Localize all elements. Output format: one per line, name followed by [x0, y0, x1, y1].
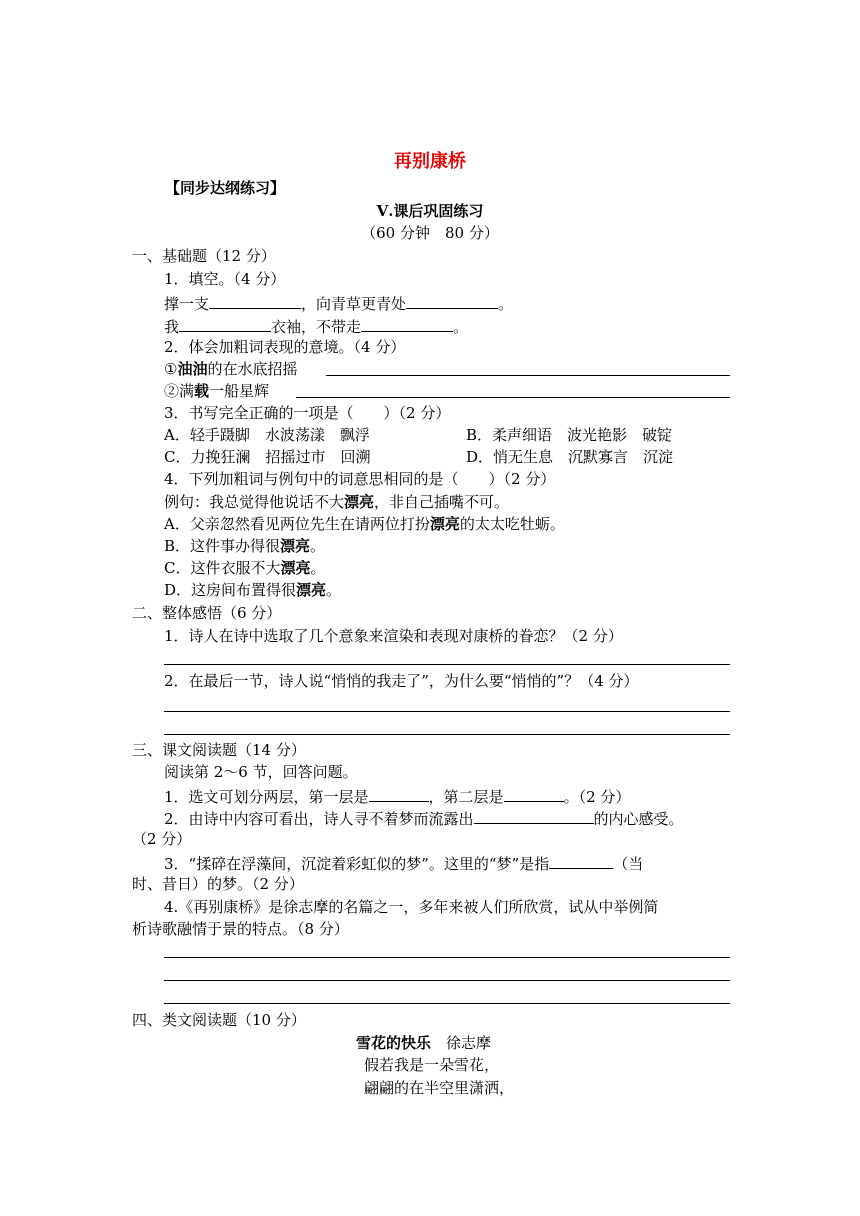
answer-blank[interactable]	[209, 292, 301, 309]
part3-heading: 三、课文阅读题（14 分）	[132, 741, 306, 759]
part2-q2: 2．在最后一节，诗人说“悄悄的我走了”，为什么要“悄悄的”？（4 分）	[164, 672, 639, 690]
part3-q4: 4.《再别康桥》是徐志摩的名篇之一，多年来被人们所欣赏，试从中举例简	[164, 898, 659, 916]
q4-option-d: D．这房间布置得很漂亮。	[164, 581, 342, 599]
q4-stem: 4．下列加粗词与例句中的词意思相同的是（ ）（2 分）	[164, 470, 556, 488]
q2-b: ②满载一船星辉	[164, 382, 270, 400]
answer-line[interactable]	[164, 734, 730, 735]
poem-line-2: 翩翩的在半空里潇洒，	[364, 1079, 515, 1097]
q3-stem: 3．书写完全正确的一项是（ ）（2 分）	[164, 404, 451, 422]
practice-label: 【同步达纲练习】	[165, 179, 286, 197]
answer-line[interactable]	[296, 397, 730, 398]
q3-option-c: C．力挽狂澜 招摇过市 回溯	[164, 448, 371, 466]
answer-blank[interactable]	[549, 852, 613, 869]
part3-q1: 1．选文可划分两层，第一层是 ，第二层是 。（2 分）	[164, 785, 630, 807]
answer-line[interactable]	[164, 664, 730, 665]
q1-line1: 撑一支 ，向青草更青处 。	[164, 292, 513, 314]
answer-blank[interactable]	[179, 315, 271, 332]
q3-option-d: D．悄无生息 沉默寡言 沉淀	[466, 448, 674, 466]
part3-q3: 3．“揉碎在浮藻间，沉淀着彩虹似的梦”。这里的“梦”是指 （当	[164, 852, 643, 874]
answer-blank[interactable]	[504, 785, 564, 802]
q4-example: 例句：我总觉得他说话不大漂亮，非自己插嘴不可。	[164, 493, 510, 511]
page-title: 再别康桥	[394, 151, 466, 172]
part3-q3-cont: 时、昔日）的梦。（2 分）	[132, 875, 304, 893]
part3-intro: 阅读第 2～6 节，回答问题。	[164, 763, 358, 781]
q2-stem: 2．体会加粗词表现的意境。（4 分）	[164, 338, 406, 356]
q1-stem: 1．填空。（4 分）	[164, 270, 286, 288]
answer-line[interactable]	[164, 1003, 730, 1004]
part2-heading: 二、整体感悟（6 分）	[132, 604, 282, 622]
answer-blank[interactable]	[406, 292, 498, 309]
poem-author: 徐志摩	[446, 1034, 492, 1052]
q3-option-a: A．轻手蹑脚 水波荡漾 飘浮	[164, 426, 370, 444]
q4-option-a: A．父亲忽然看见两位先生在请两位打扮漂亮的太太吃牡蛎。	[164, 515, 565, 533]
q1-line2: 我 衣袖，不带走 。	[164, 315, 468, 337]
section-title: Ⅴ.课后巩固练习	[376, 202, 484, 220]
answer-line[interactable]	[164, 711, 730, 712]
poem-line-1: 假若我是一朵雪花，	[364, 1056, 500, 1074]
q4-option-c: C．这件衣服不大漂亮。	[164, 559, 326, 577]
answer-line[interactable]	[164, 980, 730, 981]
answer-line[interactable]	[326, 375, 730, 376]
part3-q4-cont: 析诗歌融情于景的特点。（8 分）	[132, 920, 349, 938]
poem-title-line	[356, 1033, 491, 1053]
part3-q2: 2．由诗中内容可看出，诗人寻不着梦而流露出 的内心感受。	[164, 807, 684, 829]
part2-q1: 1．诗人在诗中选取了几个意象来渲染和表现对康桥的眷恋？（2 分）	[164, 627, 623, 645]
answer-blank[interactable]	[361, 315, 453, 332]
part3-q2-points: （2 分）	[132, 830, 192, 848]
time-note: （60 分钟 80 分）	[361, 224, 499, 242]
answer-line[interactable]	[164, 957, 730, 958]
part4-heading: 四、类文阅读题（10 分）	[132, 1011, 306, 1029]
answer-blank[interactable]	[474, 807, 594, 824]
q3-option-b: B．柔声细语 波光艳影 破锭	[466, 426, 673, 444]
part1-heading: 一、基础题（12 分）	[132, 247, 276, 265]
q4-option-b: B．这件事办得很漂亮。	[164, 537, 326, 555]
q2-a: ①油油的在水底招摇	[164, 360, 298, 378]
poem-title: 雪花的快乐	[356, 1034, 432, 1052]
answer-blank[interactable]	[369, 785, 429, 802]
